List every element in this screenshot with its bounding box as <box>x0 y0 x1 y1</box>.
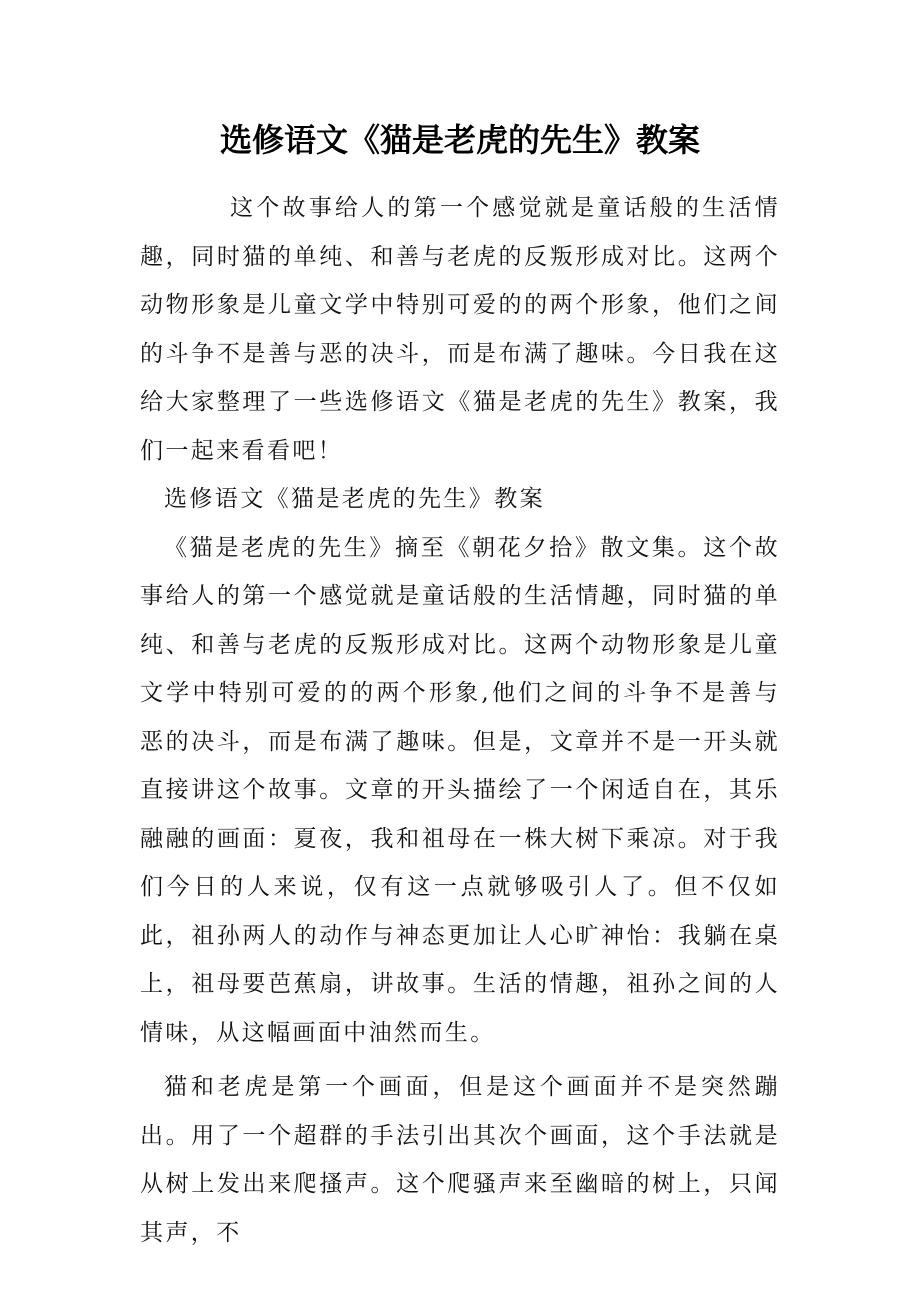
document-title: 选修语文《猫是老虎的先生》教案 <box>219 121 700 159</box>
body-paragraph-2: 猫和老虎是第一个画面，但是这个画面并不是突然蹦出。用了一个超群的手法引出其次个画面，这个手法就是从树上发出来爬搔声。这个爬骚声来至幽暗的树上，只闻其声，不 <box>140 1074 780 1246</box>
body-paragraph-1: 《猫是老虎的先生》摘至《朝花夕拾》散文集。这个故事给人的第一个感觉就是童话般的生活情趣，同时猫的单纯、和善与老虎的反叛形成对比。这两个动物形象是儿童文学中特别可爱的的两个形象,他们之间的斗争不是善与恶的决斗，而是布满了趣味。但是，文章并不是一开头就直接讲这个故事。文章的开头描绘了一个闲适自在，其乐融融的画面：夏夜，我和祖母在一株大树下乘凉。对于我们今日的人来说，仅有这一点就够吸引人了。但不仅如此，祖孙两人的动作与神态更加让人心旷神怡：我躺在桌上，祖母要芭蕉扇，讲故事。生活的情趣，祖孙之间的人情味，从这幅画面中油然而生。 <box>140 534 780 1046</box>
document-body <box>140 184 780 1257</box>
section-heading: 选修语文《猫是老虎的先生》教案 <box>164 486 545 512</box>
intro-paragraph: 这个故事给人的第一个感觉就是童话般的生活情趣，同时猫的单纯、和善与老虎的反叛形成对比。这两个动物形象是儿童文学中特别可爱的的两个形象，他们之间的斗争不是善与恶的决斗，而是布满了趣味。今日我在这给大家整理了一些选修语文《猫是老虎的先生》教案，我们一起来看看吧！ <box>140 195 780 464</box>
